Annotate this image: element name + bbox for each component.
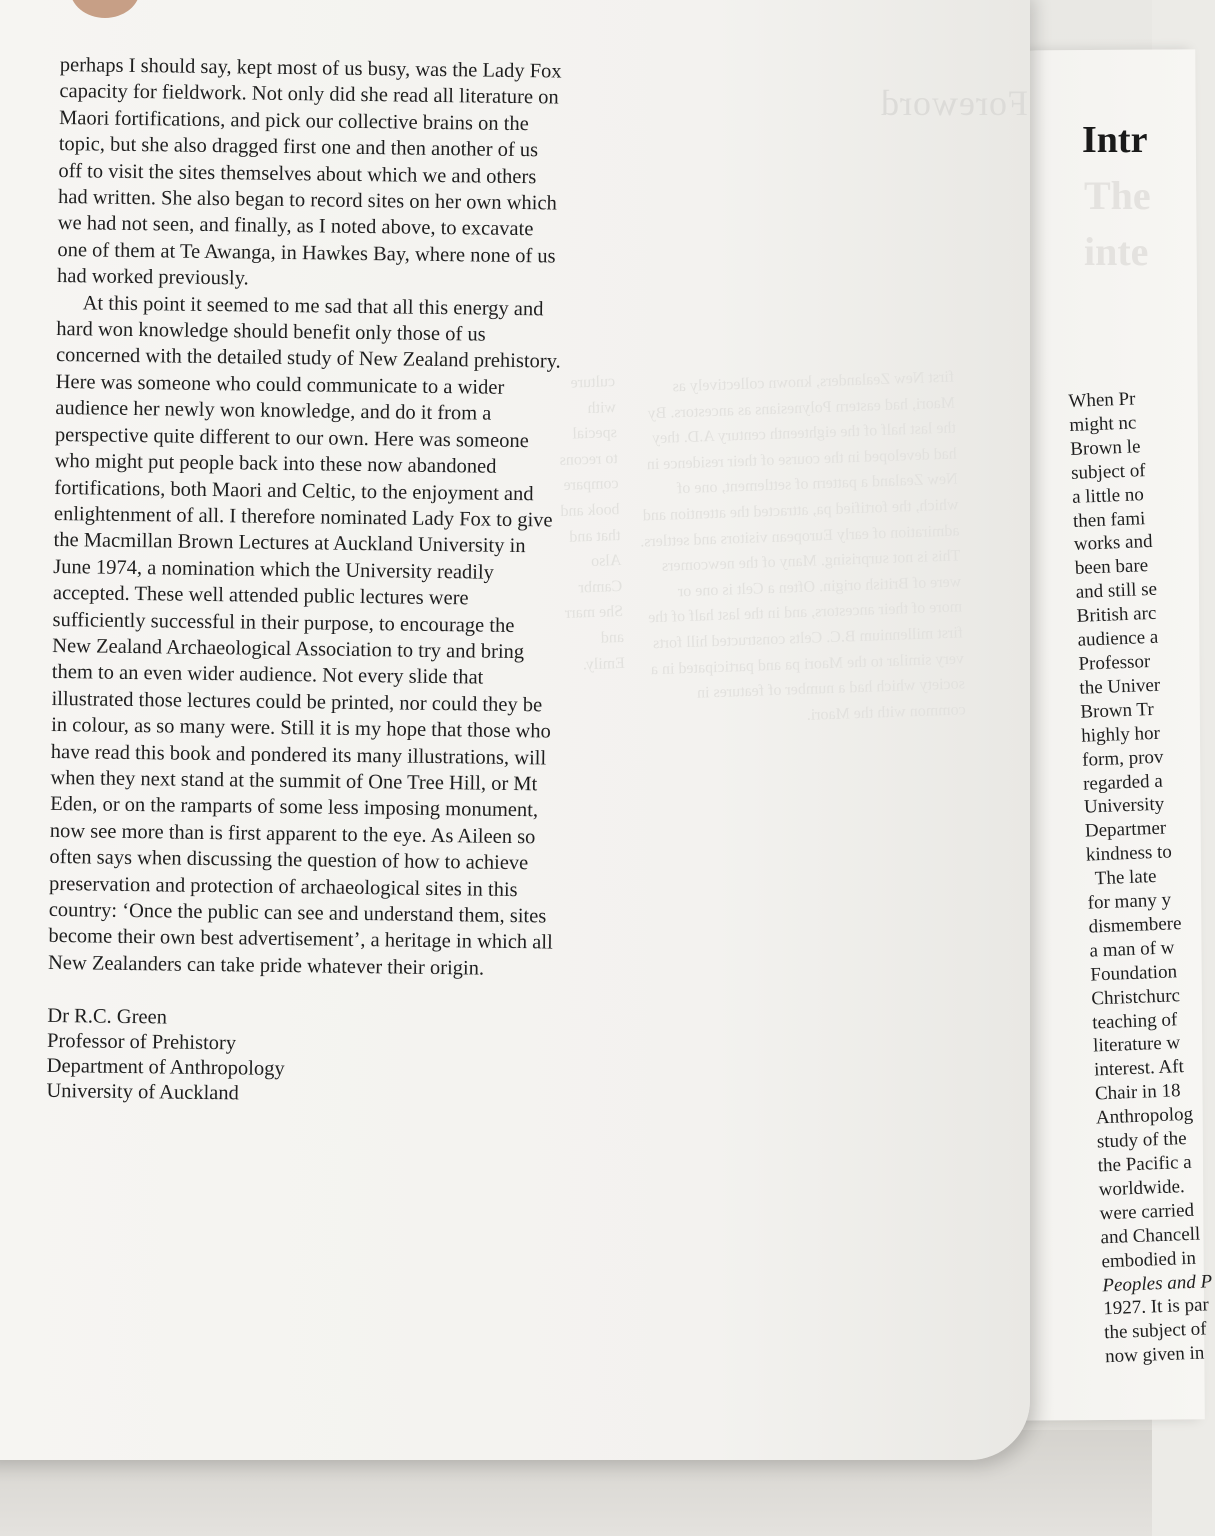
text-line: 1927. It is par — [1102, 1294, 1210, 1320]
text-line: might nc — [1068, 412, 1137, 436]
signature-institution: University of Auckland — [46, 1080, 239, 1105]
text-line: works and — [1073, 531, 1153, 556]
signature-block — [46, 1004, 552, 1111]
text-line: audience a — [1077, 626, 1159, 651]
text-line: British arc — [1076, 602, 1157, 627]
text-line: and still se — [1075, 578, 1158, 604]
text-line: then fami — [1072, 507, 1146, 532]
signature-department: Department of Anthropology — [46, 1055, 285, 1081]
text-line: were carried — [1099, 1199, 1195, 1225]
text-line: dismembere — [1088, 912, 1182, 938]
foreword-text — [46, 52, 565, 1111]
text-line: When Pr — [1068, 388, 1136, 412]
show-through-heading: Foreword — [880, 83, 1028, 123]
text-line: Brown Tr — [1079, 698, 1155, 723]
text-line: Peoples and P — [1101, 1270, 1213, 1296]
text-line: Professor — [1078, 651, 1151, 675]
signature-title: Professor of Prehistory — [46, 1030, 237, 1055]
text-line: embodied in — [1101, 1247, 1197, 1272]
text-line: highly hor — [1080, 722, 1161, 747]
text-line: Chair in 18 — [1094, 1080, 1181, 1105]
text-line: Brown le — [1069, 436, 1141, 460]
text-line: subject of — [1070, 459, 1146, 484]
text-line: the Univer — [1079, 674, 1161, 699]
text-line: the subject of — [1103, 1318, 1207, 1344]
text-line: for many y — [1087, 889, 1172, 914]
text-line: been bare — [1074, 555, 1149, 580]
text-line: kindness to — [1085, 841, 1173, 866]
signature-name: Dr R.C. Green — [47, 1005, 168, 1029]
text-line: a little no — [1071, 483, 1145, 508]
text-line: Anthropolog — [1095, 1103, 1194, 1129]
text-line: Foundation — [1090, 961, 1178, 986]
faded-subtitle: The inte — [1084, 173, 1151, 274]
show-through-margin: culture with special to recons compare book and that and Also Cambr She marr and Emily. — [559, 373, 626, 673]
paragraph: At this point it seemed to me sad that all this energy and hard won knowledge should benefit only those of us concerned with the detailed study of New Zealand prehistory. Here was someone who could communicate to a wider audience her newly won knowledge, and do it from a perspective quite different to our own. Here was someone who might put people back into these now abandoned fortifications, both Maori and Celtic, to the enjoyment and enlightenment of all. I therefore nominated Lady Fox to give the Macmillan Brown Lectures at Auckland University in June 1974, a nomination which the University readily accepted. These well attended public lectures were sufficiently successful in their purpose, to encourage the New Zealand Archaeological Association to try and bring them to an even wider audience. Not every slide that illustrated those lectures could be printed, nor could they be in colour, as so many were. Still it is my hope that those who have read this book and pondered its many illustrations, will when they next stand at the summit of One Tree Hill, or Mt Eden, or on the ramparts of some less imposing monument, now see more than is first apparent to the eye. As Aileen so often says when discussing the question of how to achieve preservation and protection of archaeological sites in this country: ‘Once the public can see and understand them, sites become their own best advertisement’, a heritage in which all New Zealanders can take pride whatever their origin. — [47, 291, 561, 980]
text-line: Christchurc — [1090, 984, 1181, 1010]
chapter-title: Intr — [1082, 119, 1148, 161]
text-line: regarded a — [1082, 770, 1164, 795]
text-line: now given in — [1104, 1342, 1205, 1368]
text-line: study of the — [1096, 1128, 1187, 1153]
show-through-text: first New Zealanders, known collectively as Maori, had eastern Polynesians as ancestors. By the last half of the eighteenth century A.D. they had developed in the course of their residence in New Zealand a pattern of settlement, one of which, the fortified pa, attracted the attention and admiration of early European visitors and settlers. This is not surprising. Many of the newcomers were of British origin. Often a Celt is one or more of their ancestors, and in the last half of the first millennium B.C. Celts constructed hill forts very similar to the Maori pa and participated in a society which had a number of features in common with the Maori. — [639, 368, 966, 724]
text-line: worldwide. — [1098, 1176, 1186, 1201]
text-line: interest. Aft — [1093, 1056, 1185, 1081]
text-line: literature w — [1092, 1032, 1181, 1057]
text-line: The late — [1094, 866, 1157, 890]
text-line: Departmer — [1084, 817, 1167, 842]
text-line: University — [1083, 794, 1165, 819]
paragraph: perhaps I should say, kept most of us busy, was the Lady Fox capacity for fieldwork. Not only did she read all literature on Maori fortifications, and pick our collective brains on the topic, but she also dragged first one and then another of us off to visit the sites themselves about which we and others had written. She also began to record sites on her own which we had not seen, and finally, as I noted above, to excavate one of them at Te Awanga, in Hawkes Bay, where none of us had worked previously. — [56, 53, 562, 290]
text-line: teaching of — [1091, 1008, 1178, 1034]
text-line: a man of w — [1089, 937, 1175, 962]
text-line: form, prov — [1081, 746, 1164, 771]
text-line: and Chancell — [1100, 1223, 1201, 1249]
text-line: the Pacific a — [1097, 1151, 1193, 1177]
